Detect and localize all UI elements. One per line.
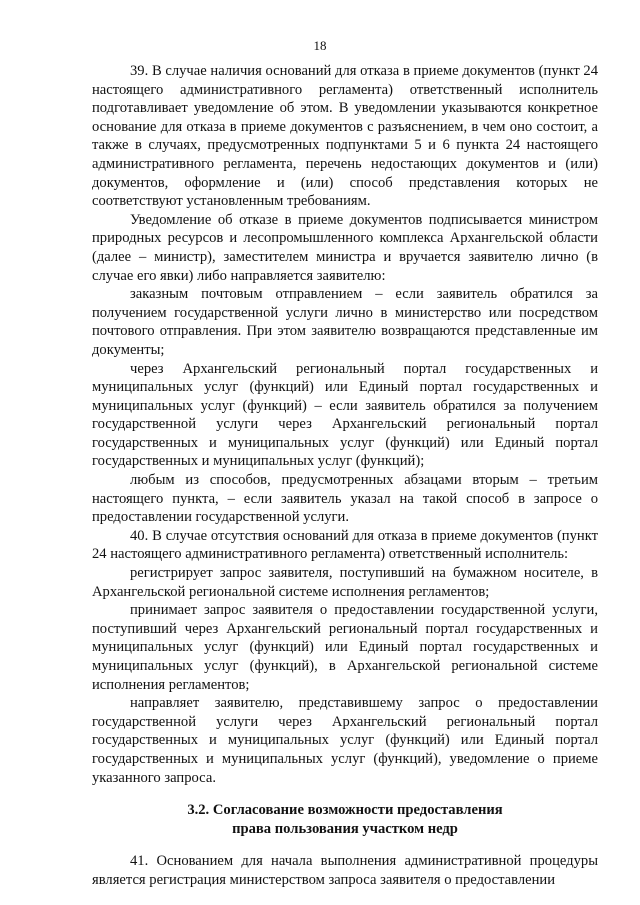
section-heading-line-1: 3.2. Согласование возможности предоставления [187, 802, 503, 819]
paragraph-accepts-request: принимает запрос заявителя о предоставлении государственной услуги, поступивший через Архангельский региональный портал государственных и муниципальных услуг (функций) или Единый портал государственных и муниципальных услуг (функций), в Архангельской региональной системе исполнения регламентов; [92, 602, 598, 693]
section-heading-3-2 [92, 801, 598, 838]
paragraph-41: 41. Основанием для начала выполнения административной процедуры является регистрация министерством запроса заявителя о предоставлении [92, 853, 598, 888]
section-heading-line-2: права пользования участком недр [232, 820, 458, 837]
paragraph-39: 39. В случае наличия оснований для отказа в приеме документов (пункт 24 настоящего административного регламента) ответственный исполнитель подготавливает уведомление об этом. В уведомлении указываются конкретное основание для отказа в приеме документов с разъяснением, в чем оно состоит, а также в случаях, предусмотренных подпунктами 5 и 6 пункта 24 настоящего административного регламента, перечень недостающих документов и (или) документов, оформление и (или) способ представления которых не соответствуют установленным требованиям. [92, 63, 598, 210]
paragraph-registered-mail: заказным почтовым отправлением – если заявитель обратился за получением государственной услуги лично в министерство или посредством почтового отправления. При этом заявителю возвращаются представленные им документы; [92, 286, 598, 358]
paragraph-40: 40. В случае отсутствия оснований для отказа в приеме документов (пункт 24 настоящего административного регламента) ответственный исполнитель: [92, 527, 598, 563]
paragraph-via-portal: через Архангельский региональный портал государственных и муниципальных услуг (функций) или Единый портал государственных и муниципальных услуг (функций) – если заявитель обратился за получением государственной услуги через Архангельский региональный портал государственных и муниципальных услуг (функций) или Единый портал государственных и муниципальных услуг (функций); [92, 360, 598, 470]
page-number: 18 [313, 38, 327, 53]
paragraph-registers-request: регистрирует запрос заявителя, поступивший на бумажном носителе, в Архангельской региональной системе исполнения регламентов; [92, 565, 598, 600]
paragraph-refusal-notice: Уведомление об отказе в приеме документов подписывается министром природных ресурсов и лесопромышленного комплекса Архангельской области (далее – министр), заместителем министра и вручается заявителю лично (в случае его явки) либо направляется заявителю: [92, 211, 598, 284]
document-body [92, 62, 598, 890]
paragraph-any-method: любым из способов, предусмотренных абзацами вторым – третьим настоящего пункта, – если заявитель указал на такой способ в запросе о предоставлении государственной услуги. [92, 472, 598, 526]
paragraph-sends-notification: направляет заявителю, представившему запрос о предоставлении государственной услуги через Архангельский региональный портал государственных и муниципальных услуг (функций) или Единый портал государственных и муниципальных услуг (функций), уведомление о приеме указанного запроса. [92, 695, 598, 786]
